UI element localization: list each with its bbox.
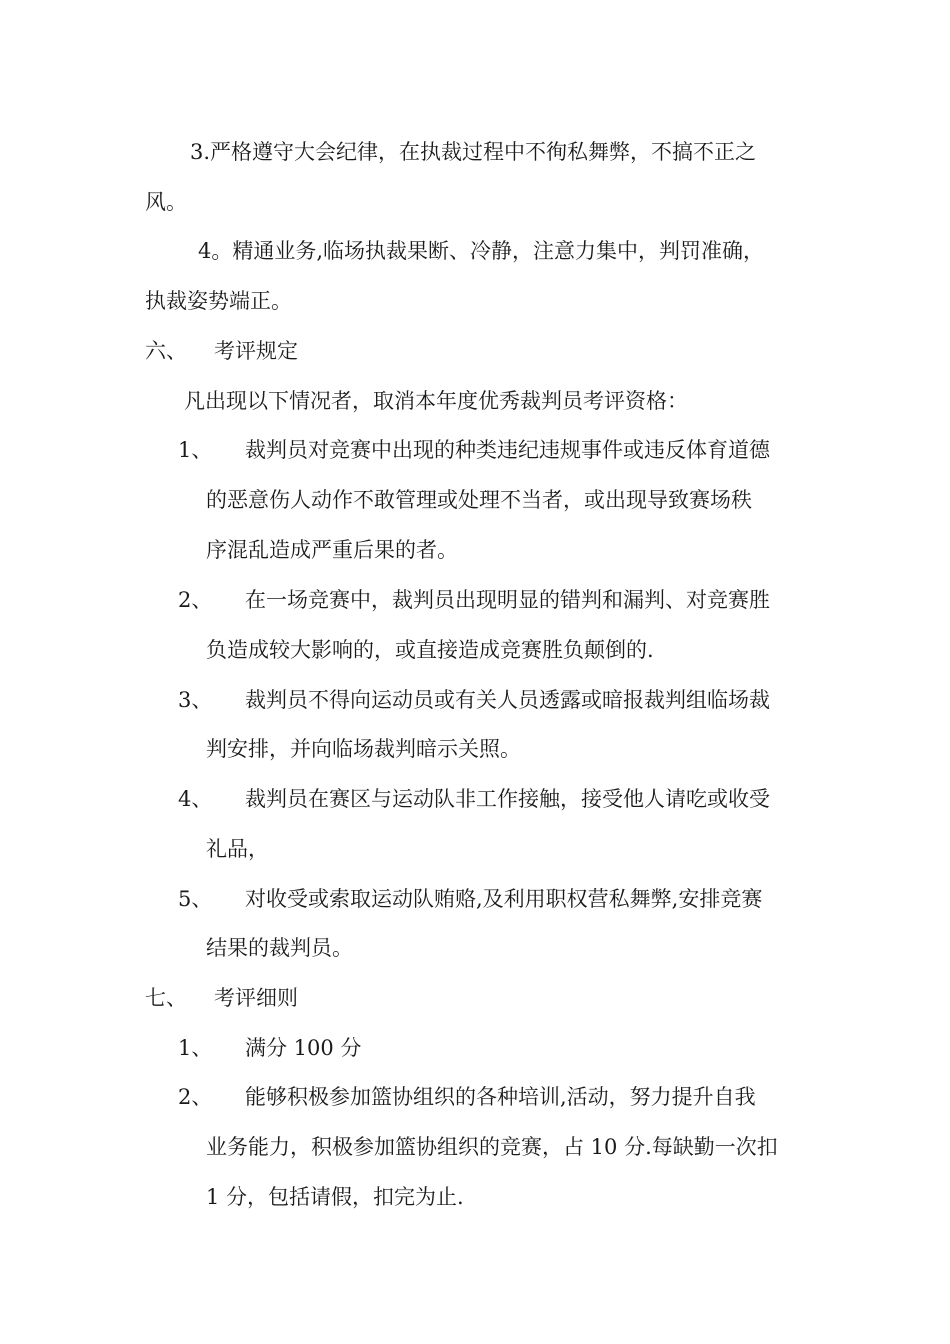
section6-item3-number: 3、 xyxy=(178,688,213,712)
section6-item4-number: 4、 xyxy=(178,787,213,811)
section6-item5-line1: 对收受或索取运动队贿赂,及利用职权营私舞弊,安排竞赛 xyxy=(245,887,763,911)
section6-item1-number: 1、 xyxy=(178,438,213,462)
para4-line2: 执裁姿势端正。 xyxy=(145,289,292,313)
section6-item3-line2: 判安排，并向临场裁判暗示关照。 xyxy=(206,737,521,761)
section6-item5-line2: 结果的裁判员。 xyxy=(206,936,353,960)
section7-item1-number: 1、 xyxy=(178,1036,213,1060)
section6-item4-line1: 裁判员在赛区与运动队非工作接触，接受他人请吃或收受 xyxy=(245,787,770,811)
section7-title: 考评细则 xyxy=(214,986,298,1010)
section7-item2-line3: 1 分，包括请假，扣完为止. xyxy=(206,1185,464,1209)
section6-item2-line2: 负造成较大影响的，或直接造成竞赛胜负颠倒的. xyxy=(206,638,654,662)
section6-item1-line2: 的恶意伤人动作不敢管理或处理不当者，或出现导致赛场秩 xyxy=(206,488,752,512)
para3-line1: 3.严格遵守大会纪律，在执裁过程中不徇私舞弊，不搞不正之 xyxy=(190,140,757,164)
para4-line1: 4。精通业务,临场执裁果断、冷静，注意力集中，判罚准确， xyxy=(198,239,765,263)
section7-item2-line1: 能够积极参加篮协组织的各种培训,活动，努力提升自我 xyxy=(245,1085,756,1109)
section7-number: 七、 xyxy=(145,986,187,1010)
section6-item1-line3: 序混乱造成严重后果的者。 xyxy=(206,538,458,562)
section6-item5-number: 5、 xyxy=(178,887,213,911)
para3-line2: 风。 xyxy=(145,190,187,214)
section6-item3-line1: 裁判员不得向运动员或有关人员透露或暗报裁判组临场裁 xyxy=(245,688,770,712)
section7-item2-line2: 业务能力，积极参加篮协组织的竞赛，占 10 分.每缺勤一次扣 xyxy=(206,1135,778,1159)
section6-item2-number: 2、 xyxy=(178,588,213,612)
section7-item2-number: 2、 xyxy=(178,1085,213,1109)
section6-title: 考评规定 xyxy=(214,339,298,363)
section6-intro: 凡出现以下情况者，取消本年度优秀裁判员考评资格： xyxy=(184,389,688,413)
section6-number: 六、 xyxy=(145,339,187,363)
section6-item1-line1: 裁判员对竞赛中出现的种类违纪违规事件或违反体育道德 xyxy=(245,438,770,462)
section6-item2-line1: 在一场竞赛中，裁判员出现明显的错判和漏判、对竞赛胜 xyxy=(245,588,770,612)
section6-item4-line2: 礼品， xyxy=(206,837,269,861)
section7-item1-line1: 满分 100 分 xyxy=(245,1036,362,1060)
